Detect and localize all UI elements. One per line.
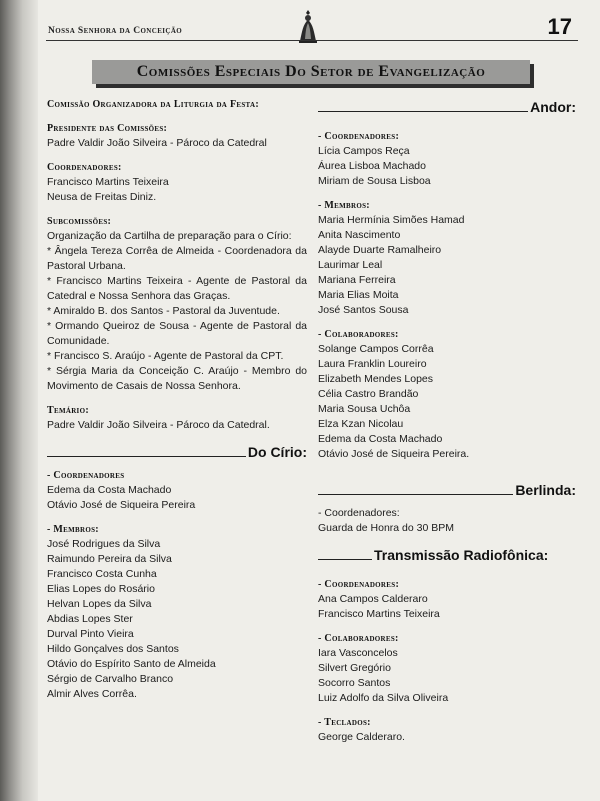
cirio-member: Otávio do Espírito Santo de Almeida [47,658,216,670]
andor-member: Maria Elias Moita [318,289,399,301]
andor-collaborator: Laura Franklin Loureiro [318,358,427,370]
header-divider [46,40,578,41]
theme-heading: Temário: [47,405,89,416]
andor-collaborator: Célia Castro Brandão [318,388,419,400]
radio-collaborator: Iara Vasconcelos [318,647,398,659]
title-rule [318,559,372,560]
cirio-member: Helvan Lopes da Silva [47,598,152,610]
radio-coordinators-heading: - Coordenadores: [318,579,400,590]
andor-collaborators-heading: - Colaboradores: [318,329,399,340]
berlinda-coordinator: Guarda de Honra do 30 BPM [318,522,454,534]
title-rule [47,456,246,457]
coordinator-name: Francisco Martins Teixeira [47,176,169,188]
andor-coordinator: Áurea Lisboa Machado [318,160,426,172]
andor-coordinators-heading: - Coordenadores: [318,131,400,142]
andor-title: Andor: [530,99,576,115]
radio-collaborator: Silvert Gregório [318,662,391,674]
andor-member: Anita Nascimento [318,229,401,241]
andor-member: Maria Hermínia Simões Hamad [318,214,465,226]
andor-collaborator: Edema da Costa Machado [318,433,443,445]
radio-collaborator: Socorro Santos [318,677,391,689]
andor-collaborator: Elizabeth Mendes Lopes [318,373,433,385]
andor-coordinator: Lícia Campos Reça [318,145,410,157]
cirio-member: Raimundo Pereira da Silva [47,553,172,565]
andor-member: Laurimar Leal [318,259,383,271]
andor-coordinator: Miriam de Sousa Lisboa [318,175,431,187]
subcommission-item: * Francisco Martins Teixeira - Agente de Pastoral da Catedral e Nossa Senhora das Graças. [47,275,307,302]
cirio-member: José Rodrigues da Silva [47,538,161,550]
cirio-coordinator: Otávio José de Siqueira Pereira [47,499,196,511]
organizing-commission-title: Comissão Organizadora da Liturgia da Festa: [47,99,259,110]
cirio-section-title [47,442,307,460]
radio-coordinator: Francisco Martins Teixeira [318,608,440,620]
keyboards-heading: - Teclados: [318,717,371,728]
title-rule [318,111,528,112]
page-number: 17 [547,14,572,39]
radio-coordinator: Ana Campos Calderaro [318,593,428,605]
subcommission-item: * Sérgia Maria da Conceição C. Araújo - Membro do Movimento de Casais de Nossa Senhora. [47,365,307,392]
andor-members-heading: - Membros: [318,200,370,211]
left-column [47,97,307,702]
president-heading: Presidente das Comissões: [47,123,168,134]
radio-section-title [318,545,576,563]
madonna-emblem-icon [297,8,319,44]
cirio-member: Francisco Costa Cunha [47,568,157,580]
andor-collaborator: Solange Campos Corrêa [318,343,434,355]
subcommission-item: * Amiraldo B. dos Santos - Pastoral da Juventude. [47,305,280,317]
cirio-member: Hildo Gonçalves dos Santos [47,643,179,655]
cirio-member: Almir Alves Corrêa. [47,688,137,700]
berlinda-coordinators-label: - Coordenadores: [318,507,400,519]
theme-text: Padre Valdir João Silveira - Pároco da Catedral. [47,419,270,431]
keyboard-player: George Calderaro. [318,731,405,743]
cirio-member: Abdias Lopes Ster [47,613,133,625]
right-column [318,97,576,745]
cirio-members-heading: - Membros: [47,524,99,535]
subcommission-item: * Ângela Tereza Corrêa de Almeida - Coordenadora da Pastoral Urbana. [47,245,307,272]
subcommission-intro: Organização da Cartilha de preparação para o Círio: [47,230,292,242]
coordinators-heading: Coordenadores: [47,162,122,173]
andor-member: Mariana Ferreira [318,274,396,286]
cirio-coordinator: Edema da Costa Machado [47,484,172,496]
subcommission-item: * Ormando Queiroz de Sousa - Agente de Pastoral da Comunidade. [47,320,307,347]
header-title: Nossa Senhora da Conceição [48,26,183,36]
president-name: Padre Valdir João Silveira - Pároco da Catedral [47,137,267,149]
berlinda-section-title [318,480,576,498]
andor-section-title [318,97,576,115]
cirio-member: Elias Lopes do Rosário [47,583,155,595]
radio-collaborators-heading: - Colaboradores: [318,633,399,644]
book-spine-shadow [0,0,38,801]
cirio-title: Do Círio: [247,444,307,460]
radio-collaborator: Luiz Adolfo da Silva Oliveira [318,692,449,704]
subcommissions-heading: Subcomissões: [47,216,112,227]
andor-member: Alayde Duarte Ramalheiro [318,244,442,256]
title-rule [318,494,513,495]
coordinator-name: Neusa de Freitas Diniz. [47,191,157,203]
andor-collaborator: Otávio José de Siqueira Pereira. [318,448,470,460]
berlinda-title: Berlinda: [515,482,576,498]
section-banner [92,60,530,84]
cirio-member: Sérgio de Carvalho Branco [47,673,174,685]
banner-title: Comissões Especiais Do Setor de Evangelização [136,63,486,80]
subcommission-item: * Francisco S. Araújo - Agente de Pastoral da CPT. [47,350,284,362]
andor-collaborator: Elza Kzan Nicolau [318,418,404,430]
cirio-member: Durval Pinto Vieira [47,628,134,640]
radio-title: Transmissão Radiofônica: [374,547,549,563]
cirio-coordinators-heading: - Coordenadores [47,470,125,481]
andor-collaborator: Maria Sousa Uchôa [318,403,411,415]
andor-member: José Santos Sousa [318,304,409,316]
